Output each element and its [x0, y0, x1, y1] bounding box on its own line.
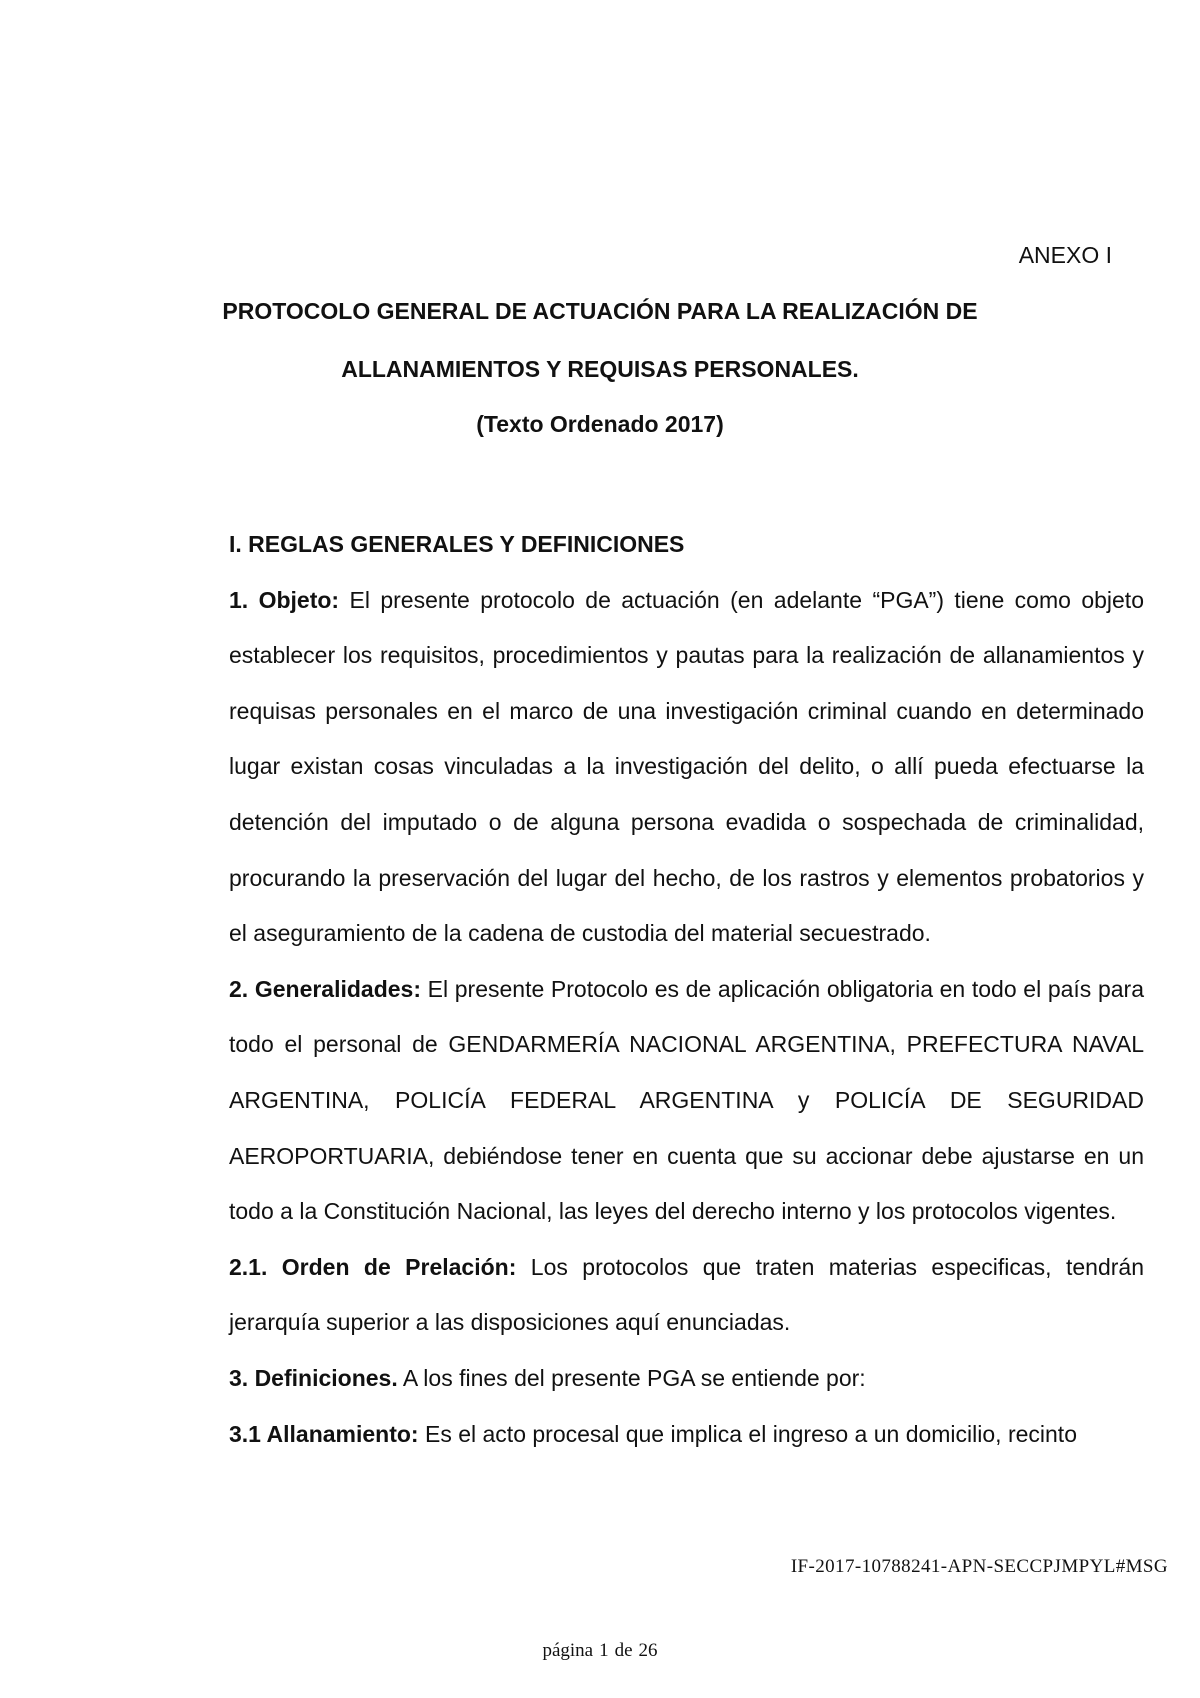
- paragraph-label: 1. Objeto:: [229, 586, 340, 613]
- paragraph-label: 3.1 Allanamiento:: [229, 1420, 419, 1447]
- document-id-stamp: IF-2017-10788241-APN-SECCPJMPYL#MSG: [790, 1556, 1168, 1577]
- section-heading: I. REGLAS GENERALES Y DEFINICIONES: [229, 531, 685, 557]
- paragraph-orden-prelacion: [229, 1240, 1144, 1351]
- paragraph-generalidades: [229, 962, 1144, 1240]
- paragraph-text: Es el acto procesal que implica el ingreso a un domicilio, recinto: [418, 1420, 1077, 1447]
- paragraph-allanamiento: [229, 1407, 1144, 1463]
- document-subtitle: (Texto Ordenado 2017): [476, 411, 724, 437]
- page-of: de: [614, 1640, 633, 1661]
- document-body: [229, 517, 1144, 1462]
- page-word: página: [542, 1640, 594, 1661]
- annex-label: ANEXO I: [1018, 242, 1112, 268]
- paragraph-label: 2.1. Orden de Prelación:: [229, 1253, 517, 1280]
- page-total: 26: [638, 1640, 658, 1661]
- page-current: 1: [599, 1640, 609, 1661]
- paragraph-label: 2. Generalidades:: [229, 975, 422, 1002]
- document-title-line-2: ALLANAMIENTOS Y REQUISAS PERSONALES.: [341, 356, 859, 382]
- paragraph-objeto: [229, 573, 1144, 962]
- page-number: [0, 1640, 1200, 1662]
- paragraph-text: A los fines del presente PGA se entiende por:: [397, 1364, 866, 1391]
- paragraph-text: El presente Protocolo es de aplicación obligatoria en todo el país para todo el personal de GENDARMERÍA NACIONAL ARGENTINA, PREFECTURA NAVAL ARGENTINA, POLICÍA FEDERAL ARGENTINA y POLICÍA DE SEGURIDAD AEROPORTUARIA, debiéndose tener en cuenta que su accionar debe ajustarse en un todo a la Constitución Nacional, las leyes del derecho interno y los protocolos vigentes.: [229, 975, 1144, 1225]
- paragraph-definiciones: [229, 1351, 1144, 1407]
- document-title-line-1: PROTOCOLO GENERAL DE ACTUACIÓN PARA LA REALIZACIÓN DE: [222, 298, 978, 324]
- paragraph-text: El presente protocolo de actuación (en adelante “PGA”) tiene como objeto establecer los requisitos, procedimientos y pautas para la realización de allanamientos y requisas personales en el marco de una investigación criminal cuando en determinado lugar existan cosas vinculadas a la investigación del delito, o allí pueda efectuarse la detención del imputado o de alguna persona evadida o sospechada de criminalidad, procurando la preservación del lugar del hecho, de los rastros y elementos probatorios y el aseguramiento de la cadena de custodia del material secuestrado.: [229, 586, 1144, 947]
- paragraph-text: Los protocolos que traten materias especificas, tendrán jerarquía superior a las disposiciones aquí enunciadas.: [229, 1253, 1144, 1336]
- paragraph-label: 3. Definiciones.: [229, 1364, 398, 1391]
